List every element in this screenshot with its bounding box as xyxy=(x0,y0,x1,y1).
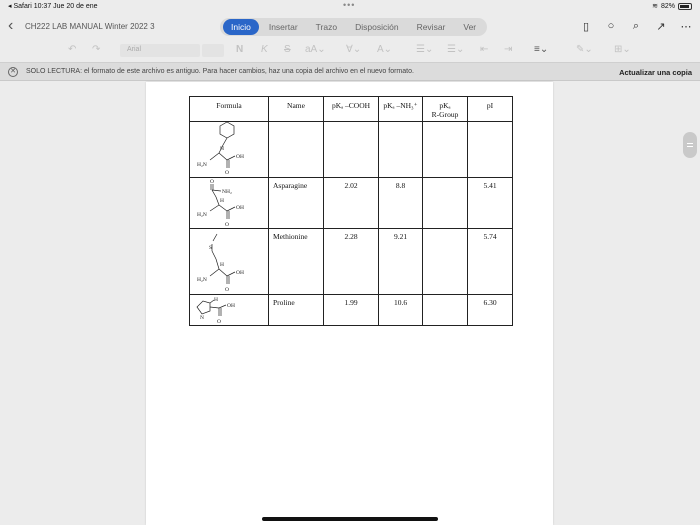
mol-label: H₂N xyxy=(197,212,207,218)
name-cell: Proline xyxy=(269,295,324,326)
font-size-selector[interactable] xyxy=(202,44,224,57)
strikethrough-icon[interactable]: S xyxy=(284,44,291,55)
status-right xyxy=(652,2,692,10)
mol-label: NH₂ xyxy=(222,189,232,195)
scroll-handle[interactable] xyxy=(683,132,697,158)
pi-cell: 6.30 xyxy=(468,295,513,326)
phenylalanine-structure xyxy=(190,122,268,177)
home-indicator[interactable] xyxy=(262,517,438,521)
header-pka-r xyxy=(423,97,468,122)
formula-cell xyxy=(190,178,269,229)
formula-cell xyxy=(190,295,269,326)
styles-icon[interactable]: ✎⌄ xyxy=(576,44,593,55)
mol-label: O xyxy=(225,170,229,176)
name-cell: Methionine xyxy=(269,229,324,295)
mol-label: H xyxy=(214,297,218,303)
mol-label: O xyxy=(225,287,229,293)
name-cell xyxy=(269,122,324,178)
mol-label: H₂N xyxy=(197,162,207,168)
bullet-list-icon[interactable]: ☰⌄ xyxy=(416,44,434,55)
battery-icon xyxy=(678,3,692,10)
table-row xyxy=(190,178,513,229)
pka-cooh-cell: 1.99 xyxy=(324,295,379,326)
pka-nh3-cell: 8.8 xyxy=(379,178,423,229)
numbered-list-icon[interactable]: ☰⌄ xyxy=(447,44,465,55)
tab-trazo[interactable]: Trazo xyxy=(315,22,338,32)
formula-cell xyxy=(190,229,269,295)
mol-label: OH xyxy=(227,303,235,309)
mol-label: OH xyxy=(236,270,244,276)
table-row xyxy=(190,229,513,295)
table-row xyxy=(190,295,513,326)
more-icon[interactable]: ⋯ xyxy=(680,20,692,33)
title-bar xyxy=(0,12,700,42)
toolbar-icons xyxy=(580,20,692,32)
mol-label: O xyxy=(217,319,221,325)
document-title: CH222 LAB MANUAL Winter 2022 3 xyxy=(25,22,155,31)
insert-icon[interactable]: ⊞⌄ xyxy=(614,44,631,55)
pka-r-cell xyxy=(423,295,468,326)
back-chevron-icon[interactable]: ‹ xyxy=(8,17,14,34)
indent-icon[interactable]: ⇥ xyxy=(504,44,513,55)
pka-cooh-cell xyxy=(324,122,379,178)
font-selector[interactable]: Arial xyxy=(120,44,200,57)
pka-cooh-cell: 2.28 xyxy=(324,229,379,295)
proline-structure xyxy=(190,295,268,325)
wifi-icon: ≋ xyxy=(652,3,658,10)
mol-label: S xyxy=(209,245,213,251)
asparagine-structure xyxy=(190,178,268,228)
header-pi: pI xyxy=(468,97,513,122)
lightbulb-icon[interactable]: ○ xyxy=(607,20,615,32)
document-page xyxy=(146,82,553,525)
mol-label: OH xyxy=(236,154,244,160)
pka-nh3-cell xyxy=(379,122,423,178)
text-size-icon[interactable]: aA⌄ xyxy=(305,44,326,55)
header-pka-cooh: pKₐ –COOH xyxy=(324,97,379,122)
pi-cell xyxy=(468,122,513,178)
redo-icon[interactable]: ↷ xyxy=(92,44,101,55)
header-pka-nh3: pKₐ –NH₃⁺ xyxy=(379,97,423,122)
close-icon[interactable]: ✕ xyxy=(8,67,18,77)
tab-insertar[interactable]: Insertar xyxy=(268,22,298,32)
search-icon[interactable]: ⌕ xyxy=(632,19,640,32)
table-header-row xyxy=(190,97,513,122)
banner-message: SOLO LECTURA: el formato de este archivo es antiguo. Para hacer cambios, haz una copia del archivo en el nuevo formato. xyxy=(26,68,414,75)
mol-label: H xyxy=(220,146,224,152)
outdent-icon[interactable]: ⇤ xyxy=(480,44,489,55)
pka-r-cell xyxy=(423,229,468,295)
amino-acid-table xyxy=(189,96,513,326)
header-formula: Formula xyxy=(190,97,269,122)
name-cell: Asparagine xyxy=(269,178,324,229)
mol-label: N xyxy=(200,315,204,321)
align-icon[interactable]: ≡⌄ xyxy=(534,44,549,55)
share-icon[interactable]: ↗ xyxy=(656,20,666,33)
methionine-structure xyxy=(190,229,268,293)
format-toolbar xyxy=(0,42,700,60)
mol-label: OH xyxy=(236,205,244,211)
undo-icon[interactable]: ↶ xyxy=(68,44,77,55)
multitask-dots[interactable]: ••• xyxy=(343,0,356,10)
device-icon[interactable]: ▯ xyxy=(582,20,590,33)
pka-nh3-cell: 10.6 xyxy=(379,295,423,326)
mol-label: H xyxy=(220,262,224,268)
battery-percent: 82% xyxy=(660,2,675,10)
italic-icon[interactable]: K xyxy=(261,44,268,55)
pka-r-cell xyxy=(423,178,468,229)
tab-ver[interactable]: Ver xyxy=(463,22,477,32)
formula-cell xyxy=(190,122,269,178)
tab-inicio[interactable]: Inicio xyxy=(223,19,259,35)
ribbon-tabs xyxy=(220,18,487,36)
update-copy-button[interactable]: Actualizar una copia xyxy=(619,68,692,77)
bold-icon[interactable]: N xyxy=(236,44,244,55)
header-pka-r-line1: pKₐ xyxy=(439,101,451,110)
mol-label: O xyxy=(210,179,214,185)
readonly-banner xyxy=(0,62,700,81)
status-time: ◂ Safari 10:37 Jue 20 de ene xyxy=(8,3,98,10)
tab-revisar[interactable]: Revisar xyxy=(416,22,446,32)
pka-r-cell xyxy=(423,122,468,178)
pka-cooh-cell: 2.02 xyxy=(324,178,379,229)
pka-nh3-cell: 9.21 xyxy=(379,229,423,295)
font-color-icon[interactable]: A⌄ xyxy=(377,44,393,55)
mol-label: H xyxy=(220,198,224,204)
highlight-icon[interactable]: ∀⌄ xyxy=(346,44,362,55)
table-row xyxy=(190,122,513,178)
pi-cell: 5.41 xyxy=(468,178,513,229)
header-pka-r-line2: R-Group xyxy=(431,110,459,119)
pi-cell: 5.74 xyxy=(468,229,513,295)
header-name: Name xyxy=(269,97,324,122)
status-bar xyxy=(0,0,700,12)
tab-disposicion[interactable]: Disposición xyxy=(355,22,399,32)
mol-label: O xyxy=(225,222,229,228)
mol-label: H₂N xyxy=(197,277,207,283)
